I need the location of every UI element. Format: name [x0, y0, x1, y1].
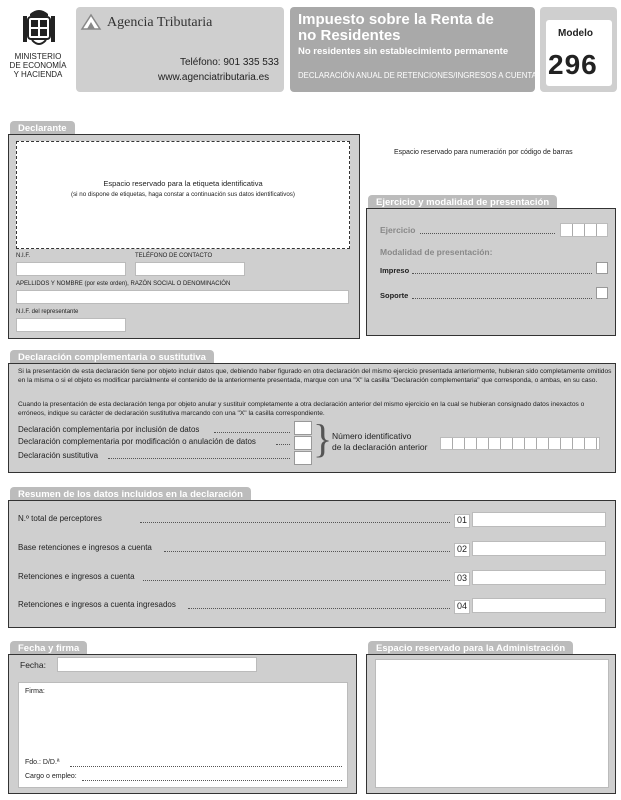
nif-representante-field[interactable]: [16, 318, 126, 332]
perceptores-field[interactable]: [472, 512, 606, 527]
agency-website: www.agenciatributaria.es: [158, 72, 270, 83]
resumen-row-label: Base retenciones e ingresos a cuenta: [18, 543, 152, 552]
ejercicio-leader: [420, 233, 555, 234]
apellidos-field[interactable]: [16, 290, 349, 304]
resumen-row-code: 04: [454, 600, 470, 614]
numero-label-1: Número identificativo: [332, 431, 412, 441]
opt-complementaria-inclusion: Declaración complementaria por inclusión de datos: [18, 425, 200, 434]
opt1-leader: [214, 432, 290, 433]
label-area-note: (si no dispone de etiquetas, haga constar a continuación sus datos identificativos): [71, 191, 295, 198]
firma-label: Firma:: [25, 688, 45, 695]
title-line-1: Impuesto sobre la Renta de: [298, 11, 494, 28]
row3-leader: [143, 580, 450, 581]
complementaria-para-1: Si la presentación de esta declaración tiene por objeto incluir datos que, debiendo haber figurado en otra declaración del mismo ejercicio presentada anteriormente, hubieran sido completamente omitidos en la misma o si el objeto es modificar parcialmente el contenido de la anteriormente presentada, marque con una "X" la casilla "Declaración complementaria" que corresponda, o ambas, en su caso.: [18, 368, 612, 384]
resumen-row-label: N.º total de perceptores: [18, 514, 102, 523]
ejercicio-label: Ejercicio: [380, 225, 416, 235]
fecha-label: Fecha:: [20, 660, 46, 670]
ministry-line-2: DE ECONOMÍA: [9, 61, 67, 70]
ejercicio-field[interactable]: [560, 223, 608, 237]
ministry-line-1: MINISTERIO: [14, 52, 62, 61]
label-area-title: Espacio reservado para la etiqueta identificativa: [103, 179, 263, 188]
soporte-label: Soporte: [380, 291, 409, 300]
opt-complementaria-modificacion: Declaración complementaria por modificación o anulación de datos: [18, 437, 256, 446]
resumen-tab: Resumen de los datos incluidos en la declaración: [10, 487, 251, 501]
admin-area: [375, 659, 609, 788]
row4-leader: [188, 608, 450, 609]
barcode-note: Espacio reservado para numeración por código de barras: [394, 149, 573, 156]
opt2-leader: [276, 444, 290, 445]
resumen-row-code: 01: [454, 514, 470, 528]
row2-leader: [164, 551, 450, 552]
impreso-label: Impreso: [380, 266, 410, 275]
telefono-label: TELÉFONO DE CONTACTO: [135, 253, 213, 259]
title-subtitle: No residentes sin establecimiento permanente: [298, 46, 509, 57]
row1-leader: [140, 522, 450, 523]
cargo-leader: [82, 780, 342, 781]
agency-phone: Teléfono: 901 335 533: [180, 57, 279, 68]
soporte-checkbox[interactable]: [596, 287, 608, 299]
complementaria-tab: Declaración complementaria o sustitutiva: [10, 350, 214, 364]
impreso-checkbox[interactable]: [596, 262, 608, 274]
ministry-seal: [22, 6, 56, 48]
complementaria-modificacion-checkbox[interactable]: [294, 436, 312, 450]
resumen-row-code: 03: [454, 572, 470, 586]
fdo-leader: [70, 766, 342, 767]
impreso-leader: [412, 273, 592, 274]
agency-name: Agencia Tributaria: [107, 15, 213, 30]
sustitutiva-checkbox[interactable]: [294, 451, 312, 465]
modalidad-label: Modalidad de presentación:: [380, 247, 493, 257]
nif-label: N.I.F.: [16, 253, 31, 259]
resumen-row-label: Retenciones e ingresos a cuenta ingresados: [18, 600, 176, 609]
resumen-row-code: 02: [454, 543, 470, 557]
retenciones-field[interactable]: [472, 570, 606, 585]
fdo-label: Fdo.: D/D.ª: [25, 759, 60, 766]
numero-label-2: de la declaración anterior: [332, 442, 428, 452]
agency-logo-icon: [80, 13, 102, 36]
telefono-field[interactable]: [135, 262, 245, 276]
fecha-field[interactable]: [57, 657, 257, 672]
nif-field[interactable]: [16, 262, 126, 276]
modelo-number: 296: [548, 49, 598, 80]
complementaria-para-2: Cuando la presentación de esta declaración tenga por objeto anular y sustituir completamente a otra declaración anterior del mismo ejercicio en la cual se hubieran consignado datos inexactos o erróneos, indique su carácter de declaración sustitutiva marcando con una "X" la casilla correspondiente.: [18, 401, 585, 417]
ejercicio-tab: Ejercicio y modalidad de presentación: [368, 195, 557, 209]
title-line-2: no Residentes: [298, 27, 401, 44]
ministry-line-3: Y HACIENDA: [13, 70, 63, 79]
cargo-label: Cargo o empleo:: [25, 773, 77, 780]
declaration-type: DECLARACIÓN ANUAL DE RETENCIONES/INGRESOS A CUENTA: [298, 71, 537, 80]
base-retenciones-field[interactable]: [472, 541, 606, 556]
soporte-leader: [412, 298, 592, 299]
brace-glyph: }: [313, 416, 333, 461]
retenciones-ingresados-field[interactable]: [472, 598, 606, 613]
numero-identificativo-field[interactable]: [440, 437, 600, 450]
complementaria-inclusion-checkbox[interactable]: [294, 421, 312, 435]
opt-sustitutiva: Declaración sustitutiva: [18, 451, 99, 460]
nif-representante-label: N.I.F. del representante: [16, 309, 79, 315]
fecha-tab: Fecha y firma: [10, 641, 87, 655]
apellidos-label: APELLIDOS Y NOMBRE (por este orden), RAZÓN SOCIAL O DENOMINACIÓN: [16, 281, 231, 287]
admin-tab: Espacio reservado para la Administración: [368, 641, 573, 655]
resumen-row-label: Retenciones e ingresos a cuenta: [18, 572, 135, 581]
opt3-leader: [108, 458, 290, 459]
declarante-tab: Declarante: [10, 121, 75, 135]
modelo-label: Modelo: [558, 28, 593, 39]
